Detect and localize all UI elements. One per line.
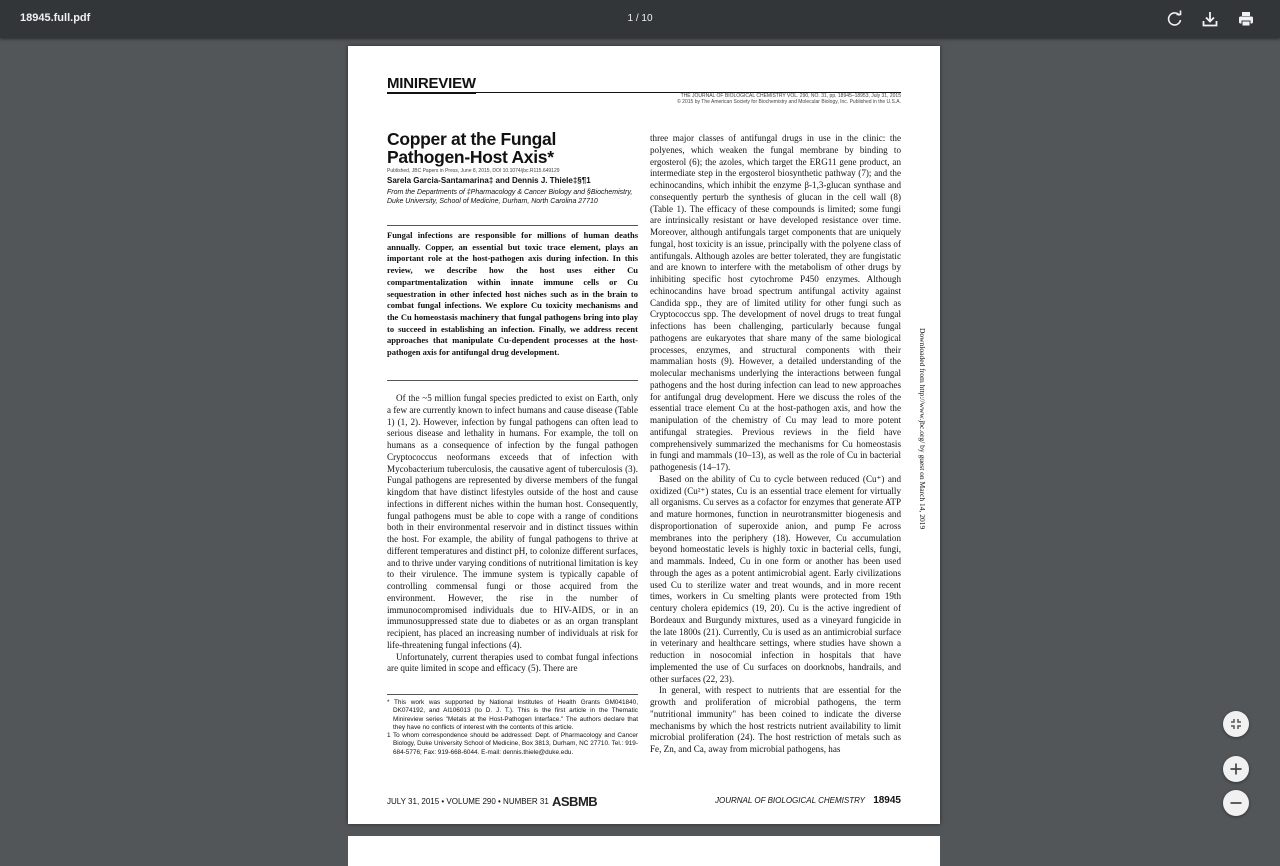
right-paragraph-3: In general, with respect to nutrients that are essential for the growth and proliferation of microbial pathogens, the term "nutritional immunity" has been coined to indicate the diverse mechanisms by which the host restricts nutrient availability to limit microbial proliferation (24). The host restriction of metals such as Fe, Zn, and Ca, away from microbial pathogens, has <box>650 685 901 754</box>
fit-to-page-button[interactable] <box>1223 711 1249 737</box>
pdf-page-2 <box>348 836 940 866</box>
footer-issue-info: JULY 31, 2015 • VOLUME 290 • NUMBER 31 <box>387 797 549 806</box>
footer-journal-name: JOURNAL OF BIOLOGICAL CHEMISTRY <box>714 796 865 805</box>
left-column <box>387 393 638 675</box>
abstract-top-rule <box>387 225 638 226</box>
affiliation: From the Departments of ‡Pharmacology & Cancer Biology and §Biochemistry, Duke University, School of Medicine, Durham, North Carolina 27710 <box>387 189 633 205</box>
right-paragraph-2: Based on the ability of Cu to cycle between reduced (Cu⁺) and oxidized (Cu²⁺) states, Cu is an essential trace element for virtually all organisms. Cu serves as a cofactor for enzymes that generate ATP and mature hormones, function in neurotransmitter biogenesis and disproportionation of superoxide anion, and pump Fe across membranes into the periphery (18). However, Cu accumulation beyond homeostatic levels is highly toxic in bacterial cells, fungi, and mammals. Indeed, Cu in one form or another has been used through the ages as a potent antimicrobial agent. Early civilizations used Cu to sterilize water and treat wounds, and in more recent times, workers in Cu smelting plants were protected from 19th century cholera epidemics (19, 20). Cu is the active ingredient of Bordeaux and Burgundy mixtures, used as a vineyard fungicide in the late 1800s (21). Currently, Cu is used as an antimicrobial surface in veterinary and healthcare settings, where studies have shown a reduction in nosocomial infection in hospitals that have implemented the use of Cu surfaces on doorknobs, handrails, and other surfaces (22, 23). <box>650 473 901 684</box>
article-title: Copper at the Fungal Pathogen-Host Axis* <box>387 129 557 167</box>
download-icon[interactable] <box>1200 9 1220 29</box>
footnote-correspondence: 1 To whom correspondence should be addressed: Dept. of Pharmacology and Cancer Biology, Duke University School of Medicine, Box 3813, Durham, NC 27710. Tel.: 919-684-5776; Fax: 919-668-6044. E-mail: dennis.thiele@duke.edu. <box>387 732 638 756</box>
zoom-out-icon <box>1223 790 1249 816</box>
zoom-in-button[interactable] <box>1223 756 1249 782</box>
left-paragraph-2: Unfortunately, current therapies used to combat fungal infections are quite limited in scope and efficacy (5). There are <box>387 651 638 674</box>
footnote-rule <box>387 694 638 695</box>
print-icon[interactable] <box>1236 9 1256 29</box>
footnotes <box>387 699 638 757</box>
rotate-icon[interactable] <box>1165 9 1185 29</box>
download-notice: Downloaded from http://www.jbc.org/ by guest on March 14, 2019 <box>918 328 927 530</box>
left-paragraph-1: Of the ~5 million fungal species predicted to exist on Earth, only a few are currently known to infect humans and cause disease (Table 1) (1, 2). However, infection by fungal pathogens can often lead to serious disease and lethality in humans. For example, the toll on humans as a consequence of infection by the fungal pathogen Cryptococcus neoformans exceeds that of infection with Mycobacterium tuberculosis, the causative agent of tuberculosis (3). Fungal pathogens are represented by diverse members of the fungal kingdom that have distinct lifestyles outside of the host and cause infections in different niches within the human host. Consequently, fungal pathogens must be able to cope with a range of conditions both in their environmental reservoir and in distinct tissues within the host. For example, the ability of fungal pathogens to thrive at different temperatures and distinct pH, to colonize different surfaces, and to thrive under varying conditions of nutritional limitation is key to their virulence. The immune system is typically capable of controlling commensal fungi or those acquired from the environment. However, the rise in the number of immunocompromised individuals due to HIV-AIDS, or in an immunosuppressed state due to diabetes or as an organ transplant recipient, has placed an increasing number of individuals at risk for life-threatening fungal infections (4). <box>387 393 638 650</box>
pdf-page-1 <box>348 46 940 824</box>
journal-line-1: THE JOURNAL OF BIOLOGICAL CHEMISTRY VOL. 290, NO. 31, pp. 18945–18953, July 31, 2015 <box>680 93 901 99</box>
footnote-funding: * This work was supported by National Institutes of Health Grants GM041840, DK074192, and AI106013 (to D. J. T.). This is the first article in the Thematic Minireview series "Metals at the Host-Pathogen Interface." The authors declare that they have no conflicts of interest with the contents of this article. <box>387 699 638 731</box>
journal-line-2: © 2015 by The American Society for Biochemistry and Molecular Biology, Inc. Published in the U.S.A. <box>677 99 901 105</box>
authors: Sarela Garcia-Santamarina‡ and Dennis J. Thiele‡§¶1 <box>387 176 591 185</box>
abstract-bottom-rule <box>387 380 638 381</box>
file-name: 18945.full.pdf <box>20 12 91 24</box>
right-paragraph-1: three major classes of antifungal drugs in use in the clinic: the polyenes, which weaken the fungal membrane by binding to ergosterol (6); the azoles, which target the ERG11 gene product, an intermediate step in the ergosterol biosynthetic pathway (7); and the echinocandins, which inhibit the enzyme β-1,3-glucan synthase and consequently perturb the synthesis of glucan in the cell wall (8) (Table 1). The efficacy of these compounds is limited; some fungi are intrinsically resistant or have developed resistance over time. Moreover, although antifungals target components that are uniquely fungal, host toxicity is an issue, principally with the polyene class of antifungals. Although azoles are better tolerated, they are fungistatic and are known to interfere with the metabolism of other drugs by inhibiting specific host cytochrome P450 enzymes. Although echinocandins have broad spectrum antifungal activity against Candida spp., they are of limited utility for other fungi such as Cryptococcus spp. The development of novel drugs to treat fungal infections has been challenging, particularly because fungal pathogens are eukaryotes that share many of the same biological processes, enzymes, and structural components with their mammalian hosts (9). However, a detailed understanding of the molecular mechanisms underlying the interactions between fungal pathogens and the host during infection can lead to new approaches for antifungal drug development. Here we discuss the roles of the essential trace element Cu at the host-pathogen axis, and how the manipulation of the chemistry of Cu may lead to more potent antifungal strategies. Previous reviews in the field have comprehensively summarized the mechanisms for Cu homeostasis in fungi and mammals (10–13), as well as the role of Cu in bacterial pathogenesis (14–17). <box>650 133 901 472</box>
publication-info: Published, JBC Papers in Press, June 8, 2015, DOI 10.1074/jbc.R115.649129 <box>387 168 560 174</box>
abstract: Fungal infections are responsible for millions of human deaths annually. Copper, an essential but toxic trace element, plays an important role at the host-pathogen axis during infection. In this review, we describe how the host uses either Cu compartmentalization within innate immune cells or Cu sequestration in other infected host niches such as in the brain to combat fungal infections. We explore Cu toxicity mechanisms and the Cu homeostasis machinery that fungal pathogens bring into play to succeed in establishing an infection. Finally, we address recent approaches that manipulate Cu-dependent processes at the host-pathogen axis for antifungal drug development. <box>387 230 638 358</box>
fit-to-page-icon <box>1223 711 1249 737</box>
right-column <box>650 133 901 756</box>
pdf-toolbar <box>0 0 1280 38</box>
footer-journal <box>715 795 901 806</box>
footer-page-number: 18945 <box>873 795 901 806</box>
section-label: MINIREVIEW <box>387 75 476 92</box>
asbmb-logo: ASBMB <box>552 794 598 809</box>
journal-info <box>601 93 901 105</box>
page-indicator[interactable]: 1 / 10 <box>627 13 653 24</box>
zoom-out-button[interactable] <box>1223 790 1249 816</box>
zoom-in-icon <box>1223 756 1249 782</box>
